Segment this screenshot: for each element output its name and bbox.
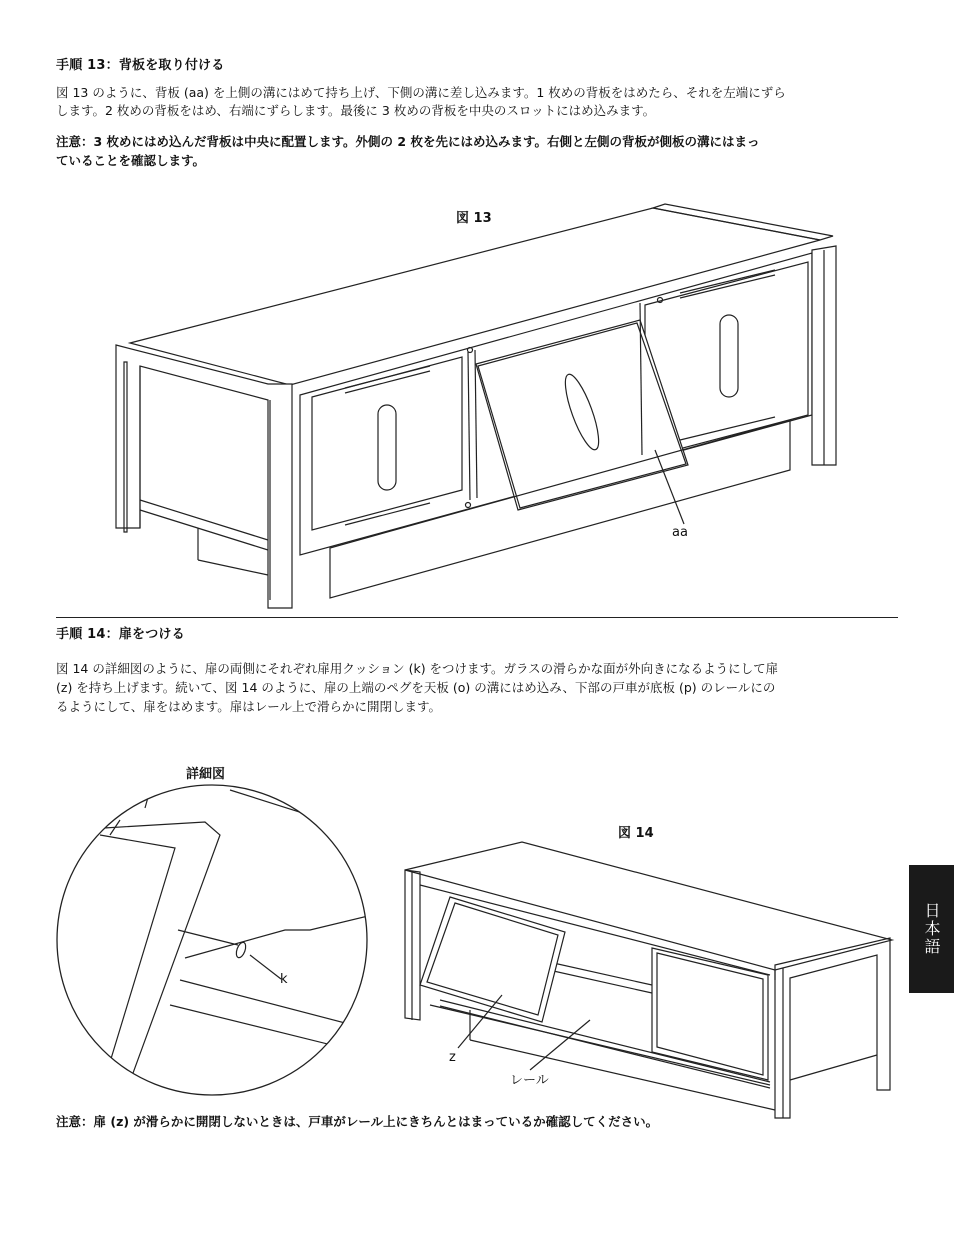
language-tab [909, 865, 954, 993]
detail-caption: 詳細図 [186, 767, 226, 782]
callout-z: z [449, 1050, 456, 1065]
step14-heading: 手順 14：扉をつける [56, 627, 185, 642]
step13-note-line1: 注意：3 枚めにはめ込んだ背板は中央に配置します。外側の 2 枚を先にはめ込みます。右側と左側の背板が側板の溝にはまっ [56, 134, 760, 149]
step14-paragraph-line2: (z) を持ち上げます。続いて、図 14 のように、扉の上端のペグを天板 (o) の溝にはめ込み、下部の戸車が底板 (p) のレールにの [56, 680, 776, 695]
figure14-caption: 図 14 [618, 826, 654, 841]
step14-note: 注意：扉 (z) が滑らかに開閉しないときは、戸車がレール上にきちんとはまっているか確認してください。 [56, 1114, 659, 1129]
step13-paragraph-line2: します。2 枚めの背板をはめ、右端にずらします。最後に 3 枚めの背板を中央のスロットにはめ込みます。 [56, 103, 656, 118]
callout-k: k [280, 972, 288, 987]
callout-aa: aa [672, 525, 688, 540]
figure13-caption: 図 13 [456, 211, 492, 226]
step13-note-line2: ていることを確認します。 [56, 153, 206, 168]
callout-rail: レール [510, 1073, 549, 1088]
step14-paragraph-line3: るようにして、扉をはめます。扉はレール上で滑らかに開閉します。 [56, 699, 442, 714]
step13-heading: 手順 13：背板を取り付ける [56, 58, 225, 73]
step13-paragraph-line1: 図 13 のように、背板 (aa) を上側の溝にはめて持ち上げ、下側の溝に差し込みます。1 枚めの背板をはめたら、それを左端にずら [56, 85, 786, 100]
language-tab-label: 日本語 [922, 902, 941, 956]
step14-paragraph-line1: 図 14 の詳細図のように、扉の両側にそれぞれ扉用クッション (k) をつけます。ガラスの滑らかな面が外向きになるようにして扉 [56, 661, 779, 676]
